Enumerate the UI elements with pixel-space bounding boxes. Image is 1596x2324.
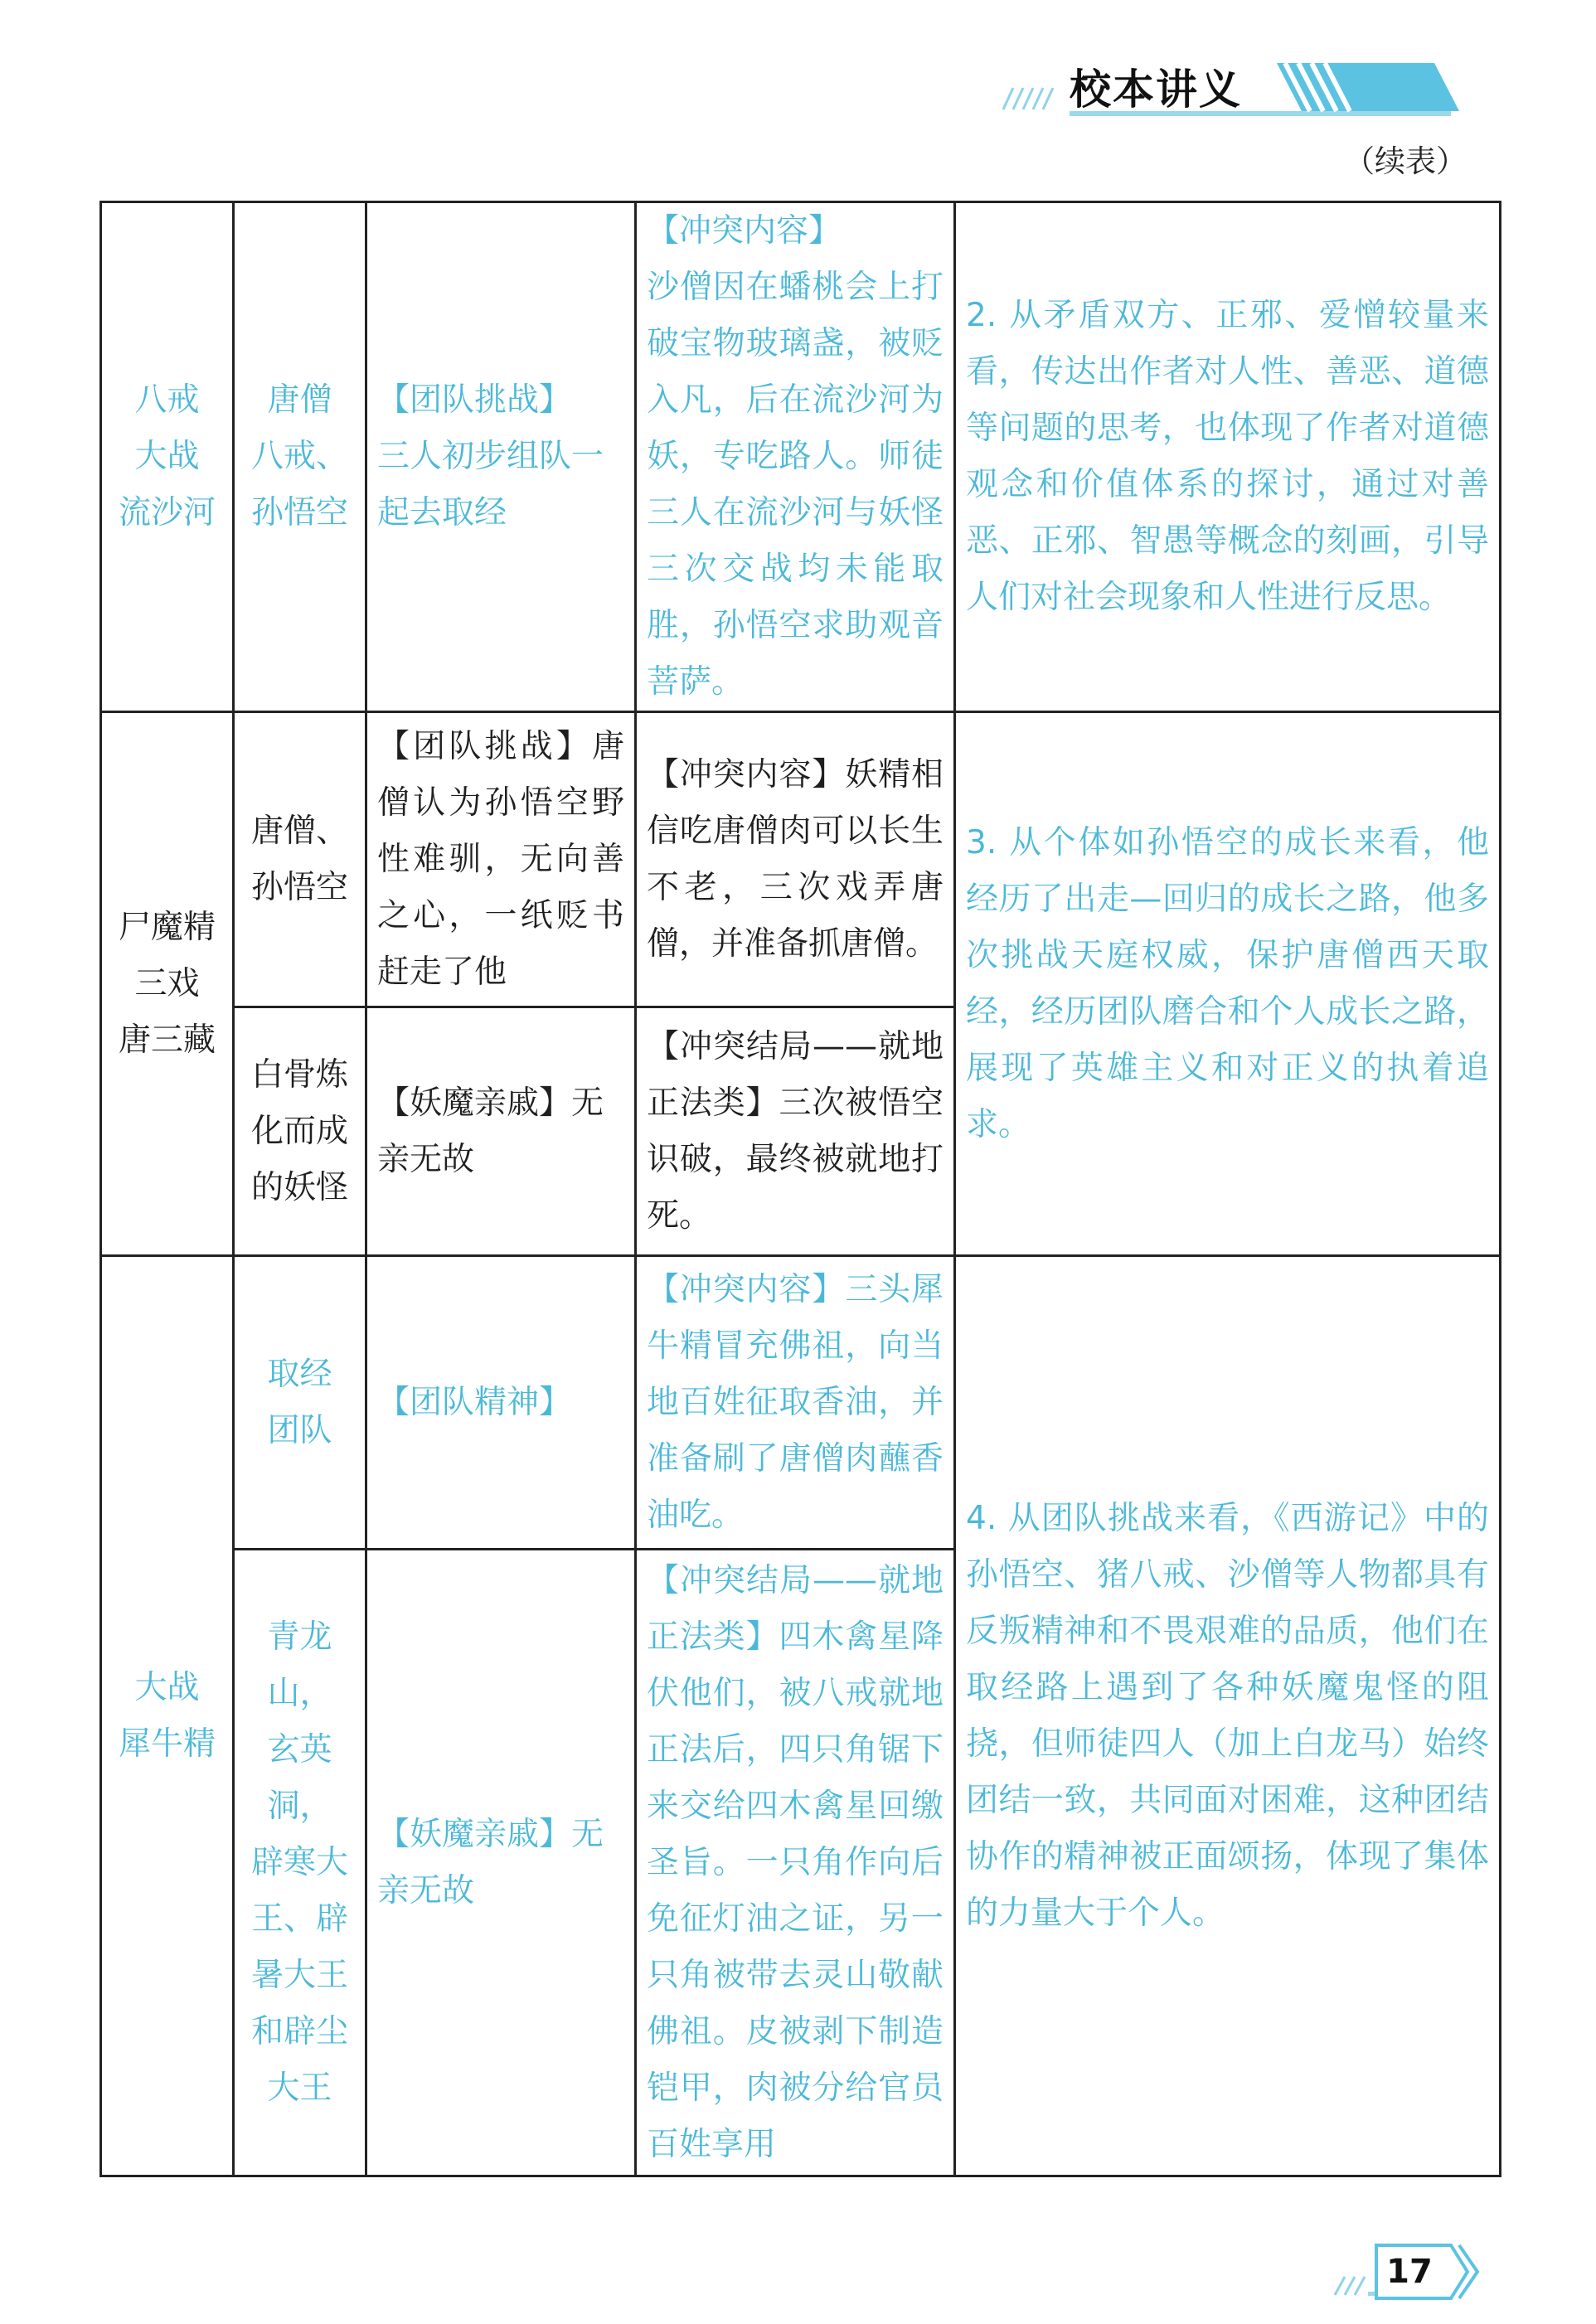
characters-text: 唐僧 八戒、 孙悟空 bbox=[250, 381, 348, 531]
episode-text: 尸魔精 三戏 唐三藏 bbox=[118, 908, 216, 1059]
characters-cell bbox=[234, 1256, 366, 1550]
theme-cell bbox=[955, 712, 1501, 1256]
conflict-text: 【冲突内容】妖精相信吃唐僧肉可以长生不老，三次戏弄唐僧，并准备抓唐僧。 bbox=[647, 755, 944, 963]
trait-text: 【团队挑战】唐僧认为孙悟空野性难驯，无向善之心，一纸贬书赶走了他 bbox=[377, 727, 624, 991]
episode-text: 八戒 大战 流沙河 bbox=[118, 381, 216, 531]
conflict-text: 【冲突内容】三头犀牛精冒充佛祖，向当地百姓征取香油，并准备刷了唐僧肉蘸香油吃。 bbox=[647, 1270, 944, 1534]
conflict-cell bbox=[636, 712, 955, 1007]
conflict-cell bbox=[636, 1007, 955, 1256]
trait-cell bbox=[366, 1550, 636, 2176]
table-row bbox=[101, 202, 1501, 712]
header-title: 校本讲义 bbox=[1070, 65, 1242, 114]
characters-text: 取经 团队 bbox=[267, 1355, 332, 1449]
theme-cell bbox=[955, 202, 1501, 712]
characters-cell bbox=[234, 712, 366, 1007]
episode-cell bbox=[101, 202, 234, 712]
conflict-cell bbox=[636, 1550, 955, 2176]
trait-text: 【团队挑战】 三人初步组队一起去取经 bbox=[377, 381, 604, 531]
theme-cell bbox=[955, 1256, 1501, 2176]
continued-label: （续表） bbox=[1344, 143, 1467, 179]
characters-cell bbox=[234, 1007, 366, 1256]
trait-cell bbox=[366, 1007, 636, 1256]
episode-cell bbox=[101, 712, 234, 1256]
episode-cell bbox=[101, 1256, 234, 2176]
conflict-text: 【冲突结局——就地正法类】三次被悟空识破，最终被就地打死。 bbox=[647, 1027, 944, 1235]
table-row bbox=[101, 1256, 1501, 1550]
page-number: 17 bbox=[1386, 2253, 1433, 2291]
trait-text: 【妖魔亲戚】无亲无故 bbox=[377, 1084, 604, 1178]
characters-text: 白骨炼 化而成 的妖怪 bbox=[250, 1055, 348, 1206]
story-table bbox=[99, 201, 1501, 2177]
theme-text: 3. 从个体如孙悟空的成长来看，他经历了出走—回归的成长之路，他多次挑战天庭权威，保护唐僧西天取经，经历团队磨合和个人成长之路，展现了英雄主义和对正义的执着追求。 bbox=[966, 823, 1489, 1143]
trait-text: 【妖魔亲戚】无亲无故 bbox=[377, 1815, 604, 1909]
conflict-cell bbox=[636, 202, 955, 712]
characters-cell bbox=[234, 1550, 366, 2176]
trait-cell bbox=[366, 1256, 636, 1550]
theme-text: 4. 从团队挑战来看，《西游记》中的孙悟空、猪八戒、沙僧等人物都具有反叛精神和不畏艰难的品质，他们在取经路上遇到了各种妖魔鬼怪的阻挠，但师徒四人（加上白龙马）始终团结一致，共同面对困难，这种团结协作的精神被正面颂扬，体现了集体的力量大于个人。 bbox=[966, 1499, 1489, 1932]
characters-cell bbox=[234, 202, 366, 712]
theme-text: 2. 从矛盾双方、正邪、爱憎较量来看，传达出作者对人性、善恶、道德等问题的思考，也体现了作者对道德观念和价值体系的探讨，通过对善恶、正邪、智愚等概念的刻画，引导人们对社会现象和人性进行反思。 bbox=[966, 297, 1489, 616]
trait-cell bbox=[366, 712, 636, 1007]
conflict-cell bbox=[636, 1256, 955, 1550]
episode-text: 大战 犀牛精 bbox=[118, 1668, 216, 1763]
trait-text: 【团队精神】 bbox=[377, 1383, 572, 1421]
conflict-text: 【冲突结局——就地正法类】四木禽星降伏他们，被八戒就地正法后，四只角锯下来交给四木禽星回缴圣旨。一只角作向后免征灯油之证，另一只角被带去灵山敬献佛祖。皮被剥下制造铠甲，肉被分给官员百姓享用 bbox=[647, 1561, 944, 2163]
conflict-text: 【冲突内容】 沙僧因在蟠桃会上打破宝物玻璃盏，被贬入凡，后在流沙河为妖，专吃路人。师徒三人在流沙河与妖怪三次交战均未能取胜，孙悟空求助观音菩萨。 bbox=[647, 212, 944, 701]
table-row bbox=[101, 712, 1501, 1007]
characters-text: 唐僧、 孙悟空 bbox=[250, 812, 348, 906]
trait-cell bbox=[366, 202, 636, 712]
characters-text: 青龙山， 玄英洞， 辟寒大 王、辟 暑大王 和辟尘 大王 bbox=[250, 1618, 348, 2107]
